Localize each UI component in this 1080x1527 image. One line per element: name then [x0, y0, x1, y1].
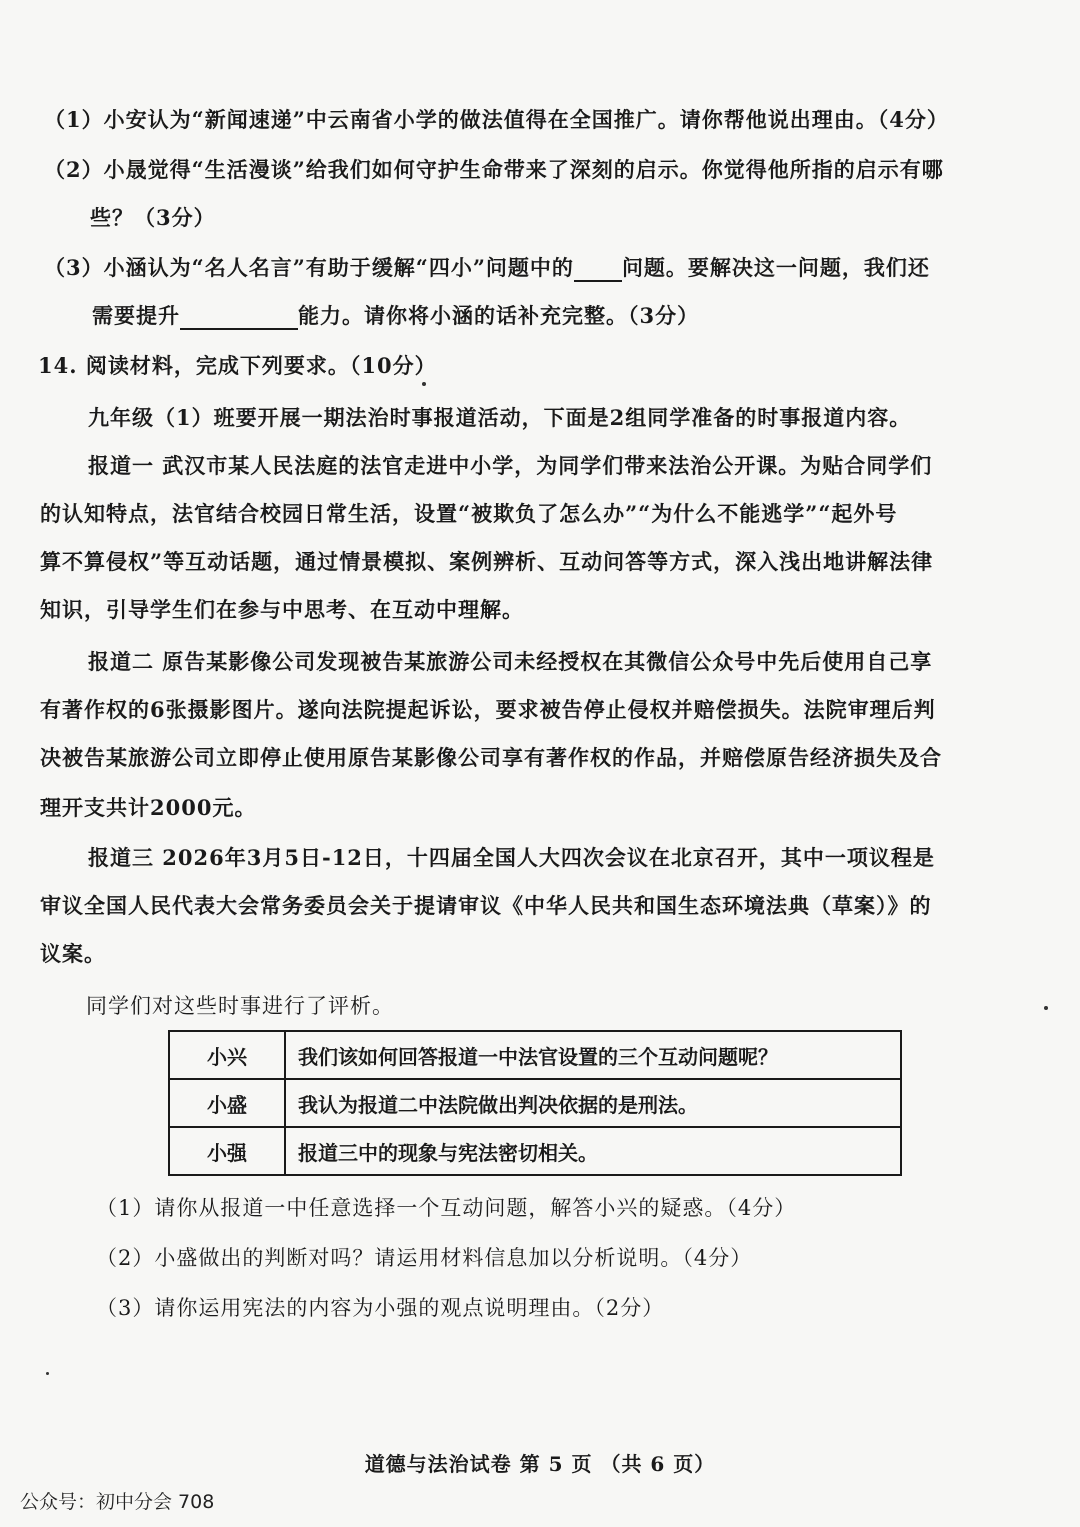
- q14-heading: 14. 阅读材料，完成下列要求。（10分）: [38, 353, 437, 378]
- q14-intro: 九年级（1）班要开展一期法治时事报道活动，下面是2组同学准备的时事报道内容。: [88, 405, 912, 430]
- student-comment: 我们该如何回答报道一中法官设置的三个互动问题呢？: [285, 1031, 901, 1079]
- report3-line3: 议案。: [40, 941, 106, 966]
- q13-sub2-line2: 些？（3分）: [90, 205, 216, 230]
- student-name: 小兴: [169, 1031, 285, 1079]
- q13-sub3-text-d: 能力。请你将小涵的话补充完整。（3分）: [298, 303, 700, 328]
- report1-line2: 的认知特点，法官结合校园日常生活，设置“被欺负了怎么办”“为什么不能逃学”“起外号: [40, 501, 898, 526]
- q13-sub2-line1: （2）小晟觉得“生活漫谈”给我们如何守护生命带来了深刻的启示。你觉得他所指的启示有哪: [44, 157, 944, 182]
- report1-line3: 算不算侵权”等互动话题，通过情景模拟、案例辨析、互动问答等方式，深入浅出地讲解法律: [40, 549, 934, 574]
- q14-sub2: （2）小盛做出的判断对吗？请运用材料信息加以分析说明。（4分）: [96, 1246, 753, 1270]
- q13-sub3-text-a: （3）小涵认为“名人名言”有助于缓解“四小”问题中的: [44, 255, 574, 280]
- report2-line3: 决被告某旅游公司立即停止使用原告某影像公司享有著作权的作品，并赔偿原告经济损失及合: [40, 745, 942, 770]
- q13-sub3-line2: [92, 302, 1040, 330]
- page-footer: 道德与法治试卷 第 5 页 （共 6 页）: [364, 1452, 716, 1476]
- scan-speck: [422, 382, 426, 386]
- report2-line2: 有著作权的6张摄影图片。遂向法院提起诉讼，要求被告停止侵权并赔偿损失。法院审理后判: [40, 697, 936, 722]
- q13-sub1: （1）小安认为“新闻速递”中云南省小学的做法值得在全国推广。请你帮他说出理由。（4分）: [44, 107, 949, 132]
- student-name: 小盛: [169, 1079, 285, 1127]
- q13-sub3-text-b: 问题。要解决这一问题，我们还: [621, 255, 930, 280]
- q13-sub3-text-c: 需要提升: [92, 303, 180, 328]
- report3-line2: 审议全国人民代表大会常务委员会关于提请审议《中华人民共和国生态环境法典（草案）》的: [40, 893, 932, 918]
- report2-line4: 理开支共计2000元。: [40, 795, 257, 820]
- scan-speck: [46, 1372, 49, 1375]
- watermark-text: 公众号：初中分会 708: [20, 1491, 215, 1513]
- review-intro: 同学们对这些时事进行了评析。: [86, 994, 394, 1018]
- student-comment: 报道三中的现象与宪法密切相关。: [285, 1127, 901, 1175]
- review-table: [168, 1030, 902, 1176]
- q14-sub1: （1）请你从报道一中任意选择一个互动问题，解答小兴的疑惑。（4分）: [96, 1196, 797, 1220]
- table-row: [169, 1127, 901, 1175]
- table-row: [169, 1031, 901, 1079]
- student-name: 小强: [169, 1127, 285, 1175]
- report1-line4: 知识，引导学生们在参与中思考、在互动中理解。: [40, 597, 524, 622]
- table-row: [169, 1079, 901, 1127]
- scan-speck: [1044, 1006, 1048, 1010]
- report2-line1: 报道二 原告某影像公司发现被告某旅游公司未经授权在其微信公众号中先后使用自己享: [88, 649, 933, 674]
- student-comment: 我认为报道二中法院做出判决依据的是刑法。: [285, 1079, 901, 1127]
- answer-blank-2[interactable]: [180, 308, 298, 330]
- report1-line1: 报道一 武汉市某人民法庭的法官走进中小学，为同学们带来法治公开课。为贴合同学们: [88, 453, 933, 478]
- q14-sub3: （3）请你运用宪法的内容为小强的观点说明理由。（2分）: [96, 1296, 665, 1320]
- answer-blank-1[interactable]: [574, 260, 622, 282]
- report3-line1: 报道三 2026年3月5日-12日，十四届全国人大四次会议在北京召开，其中一项议程是: [88, 845, 935, 870]
- q13-sub3-line1: [44, 254, 1040, 282]
